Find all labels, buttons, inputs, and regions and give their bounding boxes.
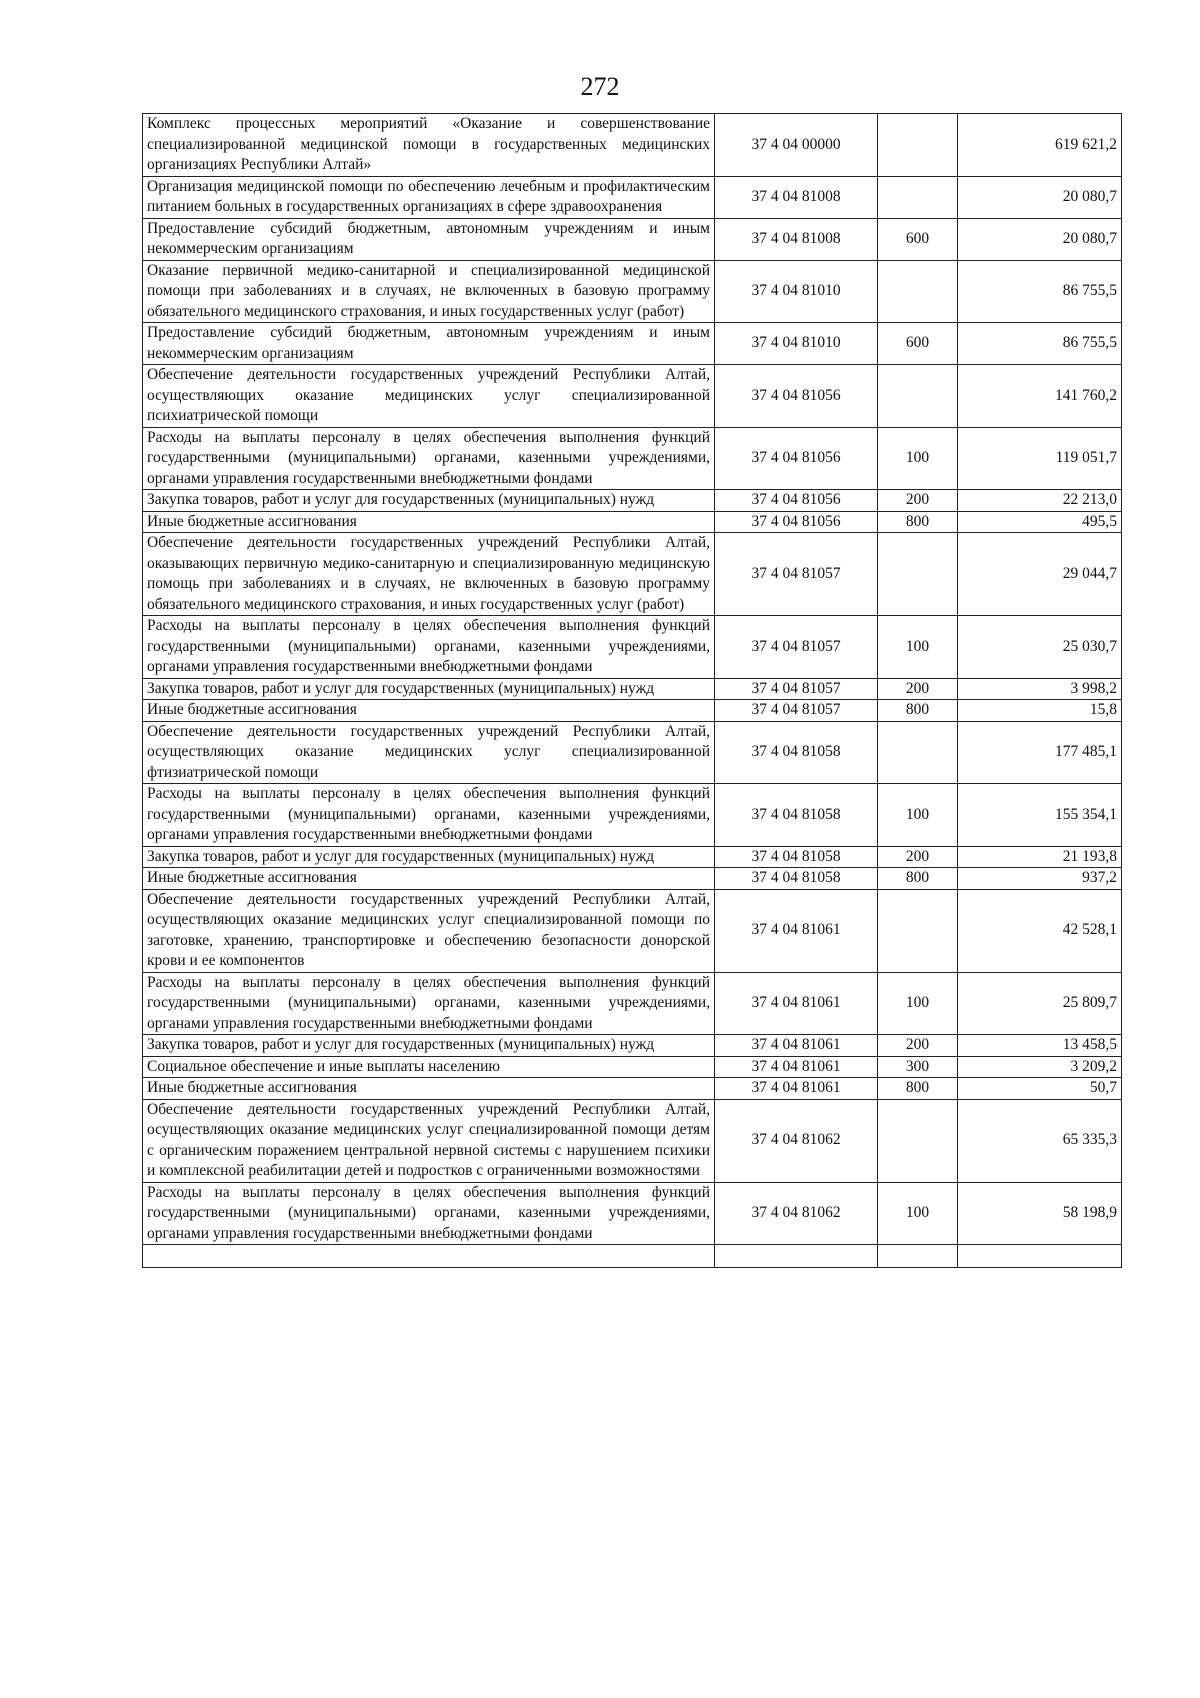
row-name-cell: Расходы на выплаты персоналу в целях обеспечения выполнения функций государственными (муниципальными) органами, казенными учреждениями, органами управления государственными внебюджетными фондами bbox=[143, 1182, 715, 1245]
row-expense-type-cell: 100 bbox=[878, 1182, 958, 1245]
table-row bbox=[143, 1078, 1122, 1100]
row-amount-cell: 86 755,5 bbox=[958, 323, 1122, 365]
row-name-cell: Оказание первичной медико-санитарной и специализированной медицинской помощи при заболеваниях и в случаях, не включенных в базовую программу обязательного медицинского страхования, и иных государственных услуг (работ) bbox=[143, 260, 715, 323]
row-name-cell: Иные бюджетные ассигнования bbox=[143, 700, 715, 722]
row-code-cell: 37 4 04 81062 bbox=[715, 1099, 878, 1182]
row-amount-cell: 141 760,2 bbox=[958, 365, 1122, 428]
row-name-cell: Комплекс процессных мероприятий «Оказание и совершенствование специализированной медицинской помощи в государственных медицинских организациях Республики Алтай» bbox=[143, 114, 715, 177]
row-expense-type-cell: 300 bbox=[878, 1056, 958, 1078]
row-expense-type-cell: 100 bbox=[878, 427, 958, 490]
row-name-cell: Расходы на выплаты персоналу в целях обеспечения выполнения функций государственными (муниципальными) органами, казенными учреждениями, органами управления государственными внебюджетными фондами bbox=[143, 427, 715, 490]
table-row bbox=[143, 721, 1122, 784]
row-code-cell: 37 4 04 81056 bbox=[715, 511, 878, 533]
table-row bbox=[143, 323, 1122, 365]
row-amount-cell: 86 755,5 bbox=[958, 260, 1122, 323]
table-row bbox=[143, 889, 1122, 972]
row-amount-cell: 15,8 bbox=[958, 700, 1122, 722]
row-name-cell: Расходы на выплаты персоналу в целях обеспечения выполнения функций государственными (муниципальными) органами, казенными учреждениями, органами управления государственными внебюджетными фондами bbox=[143, 616, 715, 679]
row-name-cell: Обеспечение деятельности государственных учреждений Республики Алтай, осуществляющих оказание медицинских услуг специализированной помощи по заготовке, хранению, транспортировке и обеспечению безопасности донорской крови и ее компонентов bbox=[143, 889, 715, 972]
row-code-cell: 37 4 04 81010 bbox=[715, 260, 878, 323]
table-row bbox=[143, 260, 1122, 323]
page-number: 272 bbox=[580, 72, 620, 101]
row-name-cell: Предоставление субсидий бюджетным, автономным учреждениям и иным некоммерческим организациям bbox=[143, 218, 715, 260]
row-name-cell: Социальное обеспечение и иные выплаты населению bbox=[143, 1056, 715, 1078]
row-code-cell: 37 4 04 81058 bbox=[715, 784, 878, 847]
row-expense-type-cell bbox=[878, 176, 958, 218]
row-amount-cell: 65 335,3 bbox=[958, 1099, 1122, 1182]
row-amount-cell: 20 080,7 bbox=[958, 176, 1122, 218]
row-expense-type-cell: 200 bbox=[878, 846, 958, 868]
row-amount-cell: 177 485,1 bbox=[958, 721, 1122, 784]
row-code-cell: 37 4 04 81008 bbox=[715, 176, 878, 218]
row-code-cell: 37 4 04 81057 bbox=[715, 678, 878, 700]
table-row bbox=[143, 846, 1122, 868]
row-code-cell: 37 4 04 81058 bbox=[715, 721, 878, 784]
row-expense-type-cell: 200 bbox=[878, 1035, 958, 1057]
empty-cell bbox=[715, 1245, 878, 1268]
row-expense-type-cell: 200 bbox=[878, 490, 958, 512]
table-row bbox=[143, 218, 1122, 260]
row-expense-type-cell bbox=[878, 260, 958, 323]
row-expense-type-cell bbox=[878, 365, 958, 428]
row-amount-cell: 3 209,2 bbox=[958, 1056, 1122, 1078]
row-amount-cell: 937,2 bbox=[958, 868, 1122, 890]
row-amount-cell: 21 193,8 bbox=[958, 846, 1122, 868]
row-code-cell: 37 4 04 81061 bbox=[715, 889, 878, 972]
row-name-cell: Обеспечение деятельности государственных учреждений Республики Алтай, оказывающих первичную медико-санитарную и специализированную медицинскую помощь при заболеваниях и в случаях, не включенных в базовую программу обязательного медицинского страхования, и иных государственных услуг (работ) bbox=[143, 533, 715, 616]
row-expense-type-cell: 100 bbox=[878, 972, 958, 1035]
row-code-cell: 37 4 04 81061 bbox=[715, 1078, 878, 1100]
row-name-cell: Иные бюджетные ассигнования bbox=[143, 511, 715, 533]
row-code-cell: 37 4 04 81062 bbox=[715, 1182, 878, 1245]
budget-table-body bbox=[143, 114, 1122, 1268]
row-amount-cell: 20 080,7 bbox=[958, 218, 1122, 260]
row-expense-type-cell: 200 bbox=[878, 678, 958, 700]
row-amount-cell: 25 030,7 bbox=[958, 616, 1122, 679]
row-amount-cell: 13 458,5 bbox=[958, 1035, 1122, 1057]
table-row bbox=[143, 1056, 1122, 1078]
budget-table bbox=[142, 113, 1122, 1268]
row-name-cell: Предоставление субсидий бюджетным, автономным учреждениям и иным некоммерческим организациям bbox=[143, 323, 715, 365]
row-code-cell: 37 4 04 00000 bbox=[715, 114, 878, 177]
row-code-cell: 37 4 04 81058 bbox=[715, 846, 878, 868]
row-name-cell: Обеспечение деятельности государственных учреждений Республики Алтай, осуществляющих оказание медицинских услуг специализированной фтизиатрической помощи bbox=[143, 721, 715, 784]
row-code-cell: 37 4 04 81010 bbox=[715, 323, 878, 365]
row-name-cell: Закупка товаров, работ и услуг для государственных (муниципальных) нужд bbox=[143, 1035, 715, 1057]
empty-cell bbox=[878, 1245, 958, 1268]
empty-cell bbox=[143, 1245, 715, 1268]
row-code-cell: 37 4 04 81061 bbox=[715, 1056, 878, 1078]
table-row bbox=[143, 490, 1122, 512]
table-spacer-row bbox=[143, 1245, 1122, 1268]
table-row bbox=[143, 972, 1122, 1035]
row-code-cell: 37 4 04 81056 bbox=[715, 427, 878, 490]
row-code-cell: 37 4 04 81057 bbox=[715, 700, 878, 722]
table-row bbox=[143, 678, 1122, 700]
table-row bbox=[143, 1035, 1122, 1057]
row-code-cell: 37 4 04 81057 bbox=[715, 533, 878, 616]
row-name-cell: Расходы на выплаты персоналу в целях обеспечения выполнения функций государственными (муниципальными) органами, казенными учреждениями, органами управления государственными внебюджетными фондами bbox=[143, 784, 715, 847]
row-name-cell: Обеспечение деятельности государственных учреждений Республики Алтай, осуществляющих оказание медицинских услуг специализированной психиатрической помощи bbox=[143, 365, 715, 428]
row-code-cell: 37 4 04 81061 bbox=[715, 1035, 878, 1057]
row-code-cell: 37 4 04 81008 bbox=[715, 218, 878, 260]
row-code-cell: 37 4 04 81061 bbox=[715, 972, 878, 1035]
row-name-cell: Организация медицинской помощи по обеспечению лечебным и профилактическим питанием больных в государственных организациях в сфере здравоохранения bbox=[143, 176, 715, 218]
row-name-cell: Закупка товаров, работ и услуг для государственных (муниципальных) нужд bbox=[143, 490, 715, 512]
row-expense-type-cell bbox=[878, 1099, 958, 1182]
row-code-cell: 37 4 04 81057 bbox=[715, 616, 878, 679]
table-row bbox=[143, 365, 1122, 428]
row-expense-type-cell: 100 bbox=[878, 784, 958, 847]
row-name-cell: Иные бюджетные ассигнования bbox=[143, 1078, 715, 1100]
row-expense-type-cell bbox=[878, 114, 958, 177]
table-row bbox=[143, 784, 1122, 847]
row-amount-cell: 25 809,7 bbox=[958, 972, 1122, 1035]
table-row bbox=[143, 114, 1122, 177]
row-expense-type-cell bbox=[878, 721, 958, 784]
row-amount-cell: 619 621,2 bbox=[958, 114, 1122, 177]
row-name-cell: Иные бюджетные ассигнования bbox=[143, 868, 715, 890]
row-amount-cell: 50,7 bbox=[958, 1078, 1122, 1100]
table-row bbox=[143, 1182, 1122, 1245]
row-name-cell: Закупка товаров, работ и услуг для государственных (муниципальных) нужд bbox=[143, 678, 715, 700]
row-expense-type-cell: 800 bbox=[878, 511, 958, 533]
row-amount-cell: 22 213,0 bbox=[958, 490, 1122, 512]
row-expense-type-cell bbox=[878, 889, 958, 972]
row-amount-cell: 495,5 bbox=[958, 511, 1122, 533]
row-amount-cell: 119 051,7 bbox=[958, 427, 1122, 490]
row-expense-type-cell bbox=[878, 533, 958, 616]
table-row bbox=[143, 700, 1122, 722]
table-row bbox=[143, 1099, 1122, 1182]
empty-cell bbox=[958, 1245, 1122, 1268]
row-expense-type-cell: 600 bbox=[878, 218, 958, 260]
row-expense-type-cell: 800 bbox=[878, 1078, 958, 1100]
row-code-cell: 37 4 04 81056 bbox=[715, 365, 878, 428]
row-name-cell: Расходы на выплаты персоналу в целях обеспечения выполнения функций государственными (муниципальными) органами, казенными учреждениями, органами управления государственными внебюджетными фондами bbox=[143, 972, 715, 1035]
row-code-cell: 37 4 04 81058 bbox=[715, 868, 878, 890]
table-row bbox=[143, 616, 1122, 679]
row-code-cell: 37 4 04 81056 bbox=[715, 490, 878, 512]
table-row bbox=[143, 176, 1122, 218]
row-name-cell: Закупка товаров, работ и услуг для государственных (муниципальных) нужд bbox=[143, 846, 715, 868]
row-amount-cell: 29 044,7 bbox=[958, 533, 1122, 616]
table-row bbox=[143, 511, 1122, 533]
row-amount-cell: 42 528,1 bbox=[958, 889, 1122, 972]
row-expense-type-cell: 800 bbox=[878, 700, 958, 722]
table-row bbox=[143, 533, 1122, 616]
row-expense-type-cell: 600 bbox=[878, 323, 958, 365]
row-name-cell: Обеспечение деятельности государственных учреждений Республики Алтай, осуществляющих оказание медицинских услуг специализированной помощи детям с органическим поражением центральной нервной системы с нарушением психики и комплексной реабилитации детей и подростков с ограниченными возможностями bbox=[143, 1099, 715, 1182]
table-row bbox=[143, 427, 1122, 490]
table-row bbox=[143, 868, 1122, 890]
row-expense-type-cell: 800 bbox=[878, 868, 958, 890]
row-expense-type-cell: 100 bbox=[878, 616, 958, 679]
row-amount-cell: 155 354,1 bbox=[958, 784, 1122, 847]
row-amount-cell: 3 998,2 bbox=[958, 678, 1122, 700]
row-amount-cell: 58 198,9 bbox=[958, 1182, 1122, 1245]
